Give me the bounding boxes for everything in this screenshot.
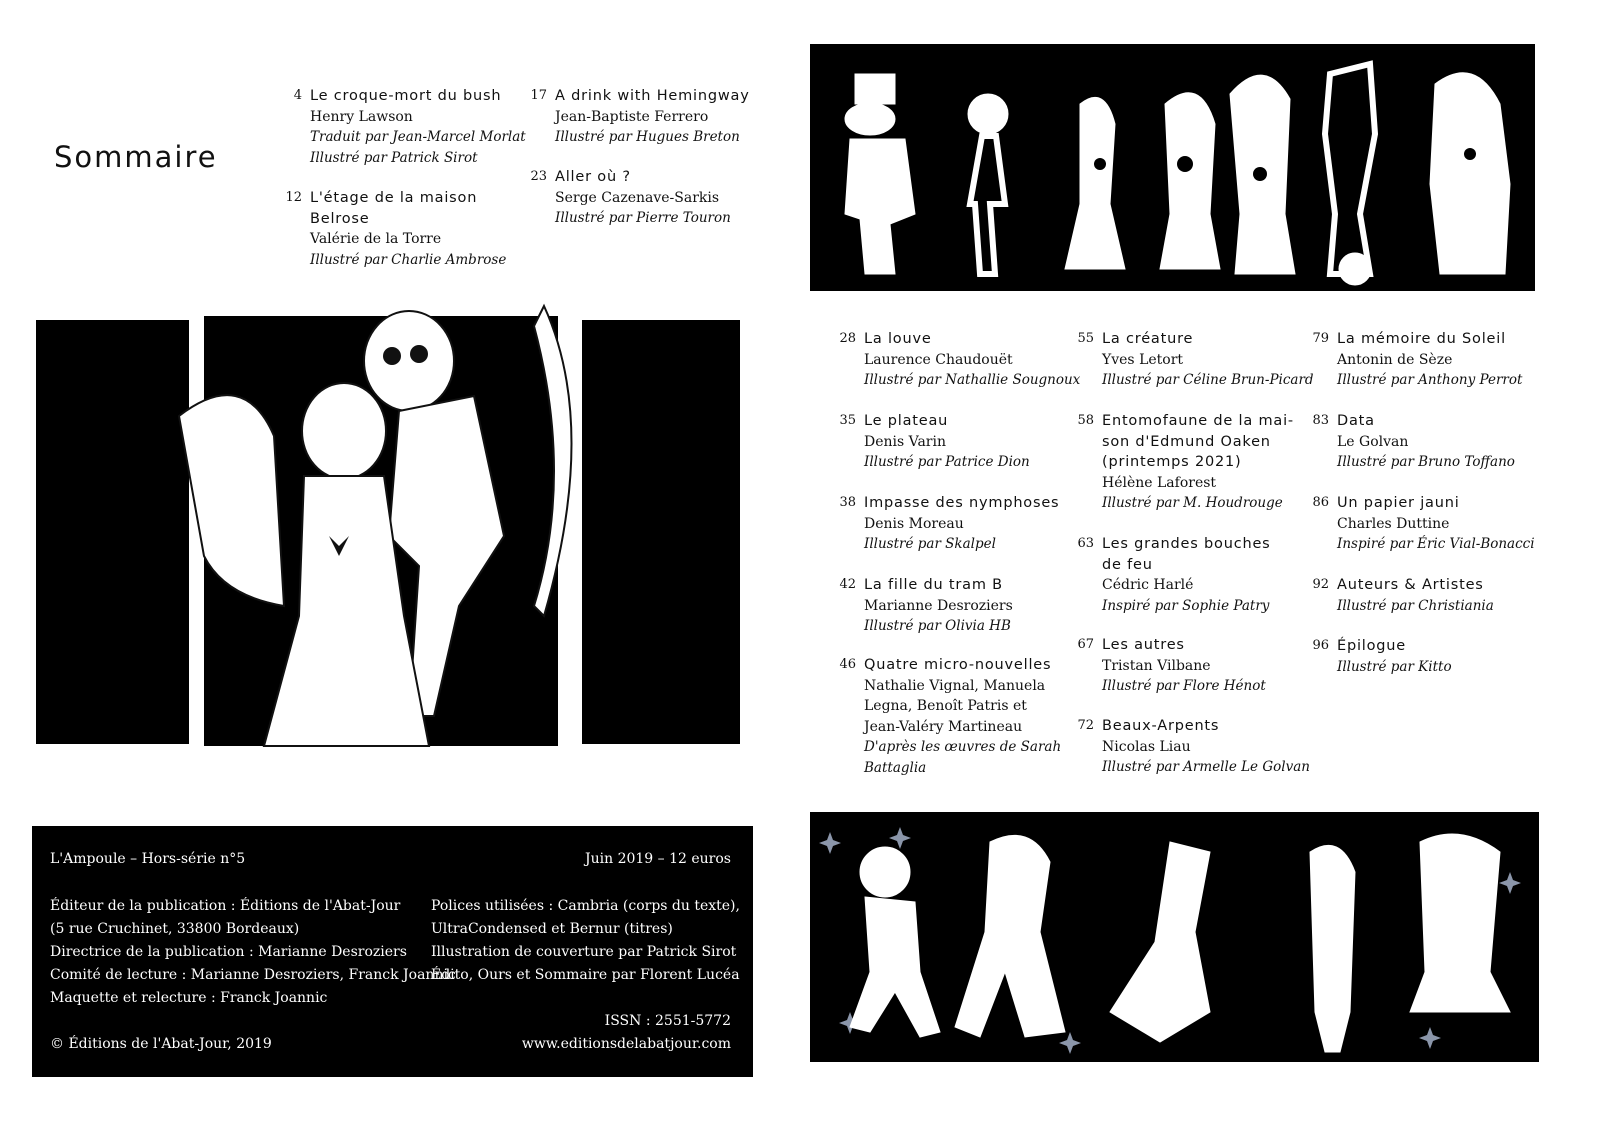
- colophon-right-line: Polices utilisées : Cambria (corps du texte),: [431, 898, 740, 914]
- entry-author: Nathalie Vignal, Manuela: [864, 677, 1046, 694]
- page-number: 46: [839, 657, 856, 672]
- entry-author: Charles Duttine: [1337, 515, 1450, 532]
- entry-author: Serge Cazenave-Sarkis: [555, 189, 720, 206]
- toc-entry: [839, 493, 1060, 555]
- entry-title: Les grandes bouches: [1102, 536, 1271, 552]
- entry-author: Tristan Vilbane: [1102, 657, 1211, 674]
- entry-author: Jean-Valéry Martineau: [864, 718, 1023, 735]
- entry-author: Legna, Benoît Patris et: [864, 698, 1027, 714]
- entry-title: Quatre micro-nouvelles: [864, 657, 1052, 673]
- toc-entry: [285, 188, 507, 270]
- entry-credit: Inspiré par Sophie Patry: [1102, 597, 1270, 614]
- entry-credit: Traduit par Jean-Marcel Morlat: [310, 129, 526, 145]
- page-number: 35: [839, 413, 856, 428]
- date-price: Juin 2019 – 12 euros: [585, 851, 731, 867]
- entry-author: Antonin de Sèze: [1337, 351, 1453, 368]
- entry-author: Henry Lawson: [310, 108, 413, 125]
- toc-entry: [1312, 329, 1523, 391]
- colophon-right-line: Édito, Ours et Sommaire par Florent Lucéa: [431, 967, 740, 983]
- issn: ISSN : 2551-5772: [604, 1013, 731, 1029]
- entry-title: Beaux-Arpents: [1102, 718, 1220, 734]
- page-number: 67: [1077, 637, 1094, 652]
- toc-entry: [530, 86, 750, 148]
- entry-title: La fille du tram B: [864, 577, 1003, 593]
- entry-credit: Illustré par M. Houdrouge: [1102, 495, 1283, 511]
- colophon-right-line: Illustration de couverture par Patrick Sirot: [431, 944, 737, 960]
- entry-title: La louve: [864, 331, 932, 347]
- entry-credit: Illustré par Anthony Perrot: [1337, 372, 1523, 388]
- entry-title: Data: [1337, 413, 1375, 429]
- entry-title: La créature: [1102, 331, 1194, 347]
- panel-right-illustration: [582, 320, 740, 744]
- page-number: 55: [1077, 331, 1094, 346]
- toc-entry: [1077, 534, 1271, 616]
- entry-title: Épilogue: [1337, 638, 1407, 654]
- entry-author: Nicolas Liau: [1102, 738, 1191, 755]
- toc-entry: [839, 575, 1013, 637]
- page-number: 17: [530, 88, 547, 103]
- colophon-right-line: UltraCondensed et Bernur (titres): [431, 921, 673, 937]
- entry-credit: Illustré par Bruno Toffano: [1337, 454, 1515, 470]
- entry-credit: Illustré par Olivia HB: [864, 618, 1011, 634]
- entry-title: La mémoire du Soleil: [1337, 331, 1506, 347]
- colophon-left-line: Comité de lecture : Marianne Desroziers, Franck Joannic: [50, 967, 456, 983]
- page-number: 58: [1077, 413, 1094, 428]
- page-number: 28: [839, 331, 856, 346]
- copyright: © Éditions de l'Abat-Jour, 2019: [50, 1036, 272, 1052]
- colophon-left-line: Maquette et relecture : Franck Joannic: [50, 990, 328, 1006]
- page-title: Sommaire: [54, 140, 218, 174]
- page-number: 23: [530, 169, 547, 184]
- page-number: 12: [285, 190, 302, 205]
- page-number: 72: [1077, 718, 1094, 733]
- page-number: 79: [1312, 331, 1329, 346]
- entry-credit: Illustré par Céline Brun-Picard: [1102, 372, 1314, 388]
- entry-credit: D'après les œuvres de Sarah: [864, 739, 1062, 755]
- toc-entry: [1077, 329, 1314, 391]
- procession-illustration: [810, 44, 1535, 291]
- entry-title: (printemps 2021): [1102, 454, 1242, 470]
- dance-illustration: [810, 812, 1539, 1062]
- entry-credit: Illustré par Christiania: [1337, 597, 1494, 614]
- entry-credit: Illustré par Patrice Dion: [864, 454, 1030, 470]
- entry-title: Auteurs & Artistes: [1337, 577, 1484, 593]
- entry-author: Denis Moreau: [864, 515, 964, 532]
- entry-author: Le Golvan: [1337, 433, 1409, 450]
- panel-center-illustration: [204, 316, 558, 746]
- page-number: 92: [1312, 577, 1329, 592]
- entry-author: Cédric Harlé: [1102, 577, 1194, 593]
- toc-entry: [1077, 411, 1294, 514]
- entry-title: Un papier jauni: [1337, 495, 1460, 511]
- dance-figures: [810, 812, 1539, 1062]
- toc-entry: [1312, 411, 1515, 473]
- entry-credit: Illustré par Patrick Sirot: [310, 149, 478, 166]
- page-number: 63: [1077, 536, 1094, 551]
- entry-credit: Illustré par Pierre Touron: [555, 210, 731, 226]
- toc-entry: [530, 167, 731, 229]
- entry-credit: Illustré par Armelle Le Golvan: [1102, 759, 1310, 775]
- entry-title: Entomofaune de la mai-: [1102, 413, 1294, 429]
- page-number: 42: [839, 577, 856, 592]
- entry-author: Laurence Chaudouët: [864, 351, 1013, 368]
- entry-author: Valérie de la Torre: [310, 231, 442, 247]
- colophon-left-line: Directrice de la publication : Marianne Desroziers: [50, 944, 407, 960]
- page-number: 96: [1312, 638, 1329, 653]
- entry-credit: Battaglia: [864, 759, 927, 776]
- entry-title: L'étage de la maison: [310, 190, 478, 206]
- colophon-box: [32, 826, 753, 1077]
- page-number: 4: [293, 88, 302, 103]
- entry-title: Impasse des nymphoses: [864, 495, 1060, 511]
- entry-credit: Illustré par Charlie Ambrose: [310, 251, 507, 268]
- entry-title: de feu: [1102, 556, 1153, 573]
- toc-entry: [1312, 493, 1535, 555]
- toc-entry: [839, 329, 1081, 391]
- series-label: L'Ampoule – Hors-série n°5: [50, 851, 246, 867]
- entry-credit: Inspiré par Éric Vial-Bonacci: [1337, 536, 1535, 552]
- entry-author: Yves Letort: [1102, 351, 1184, 368]
- entry-title: Aller où ?: [555, 169, 631, 185]
- procession-figures: [810, 44, 1535, 291]
- toc-entry: [293, 86, 526, 168]
- entry-author: Marianne Desroziers: [864, 597, 1013, 614]
- entry-title: son d'Edmund Oaken: [1102, 433, 1271, 450]
- entry-title: Le plateau: [864, 413, 949, 429]
- toc-entry: [1312, 636, 1452, 677]
- website-link[interactable]: www.editionsdelabatjour.com: [521, 1036, 731, 1052]
- toc-entry: [1312, 575, 1494, 616]
- entry-credit: Illustré par Kitto: [1337, 658, 1452, 675]
- entry-title: Belrose: [310, 210, 370, 227]
- entry-credit: Illustré par Flore Hénot: [1102, 678, 1266, 694]
- page-number: 83: [1312, 413, 1329, 428]
- entry-credit: Illustré par Nathallie Sougnoux: [864, 372, 1081, 388]
- panel-left-illustration: [36, 320, 189, 744]
- toc-entry: [839, 655, 1062, 778]
- entry-title: A drink with Hemingway: [555, 88, 750, 104]
- entry-credit: Illustré par Hugues Breton: [555, 129, 740, 145]
- entry-credit: Illustré par Skalpel: [864, 536, 996, 552]
- entry-author: Hélène Laforest: [1102, 474, 1217, 491]
- toc-entry: [1077, 716, 1310, 778]
- page-number: 86: [1312, 495, 1329, 510]
- skeleton-fairy-figures: [204, 316, 558, 746]
- toc-entry: [839, 411, 1030, 473]
- entry-title: Les autres: [1102, 637, 1185, 653]
- toc-entry: [1077, 635, 1266, 697]
- entry-title: Le croque-mort du bush: [310, 88, 502, 104]
- colophon-left-line: Éditeur de la publication : Éditions de l'Abat-Jour: [50, 898, 401, 914]
- entry-author: Jean-Baptiste Ferrero: [555, 108, 709, 125]
- colophon-left-line: (5 rue Cruchinet, 33800 Bordeaux): [50, 921, 300, 937]
- page-number: 38: [839, 495, 856, 510]
- entry-author: Denis Varin: [864, 433, 946, 450]
